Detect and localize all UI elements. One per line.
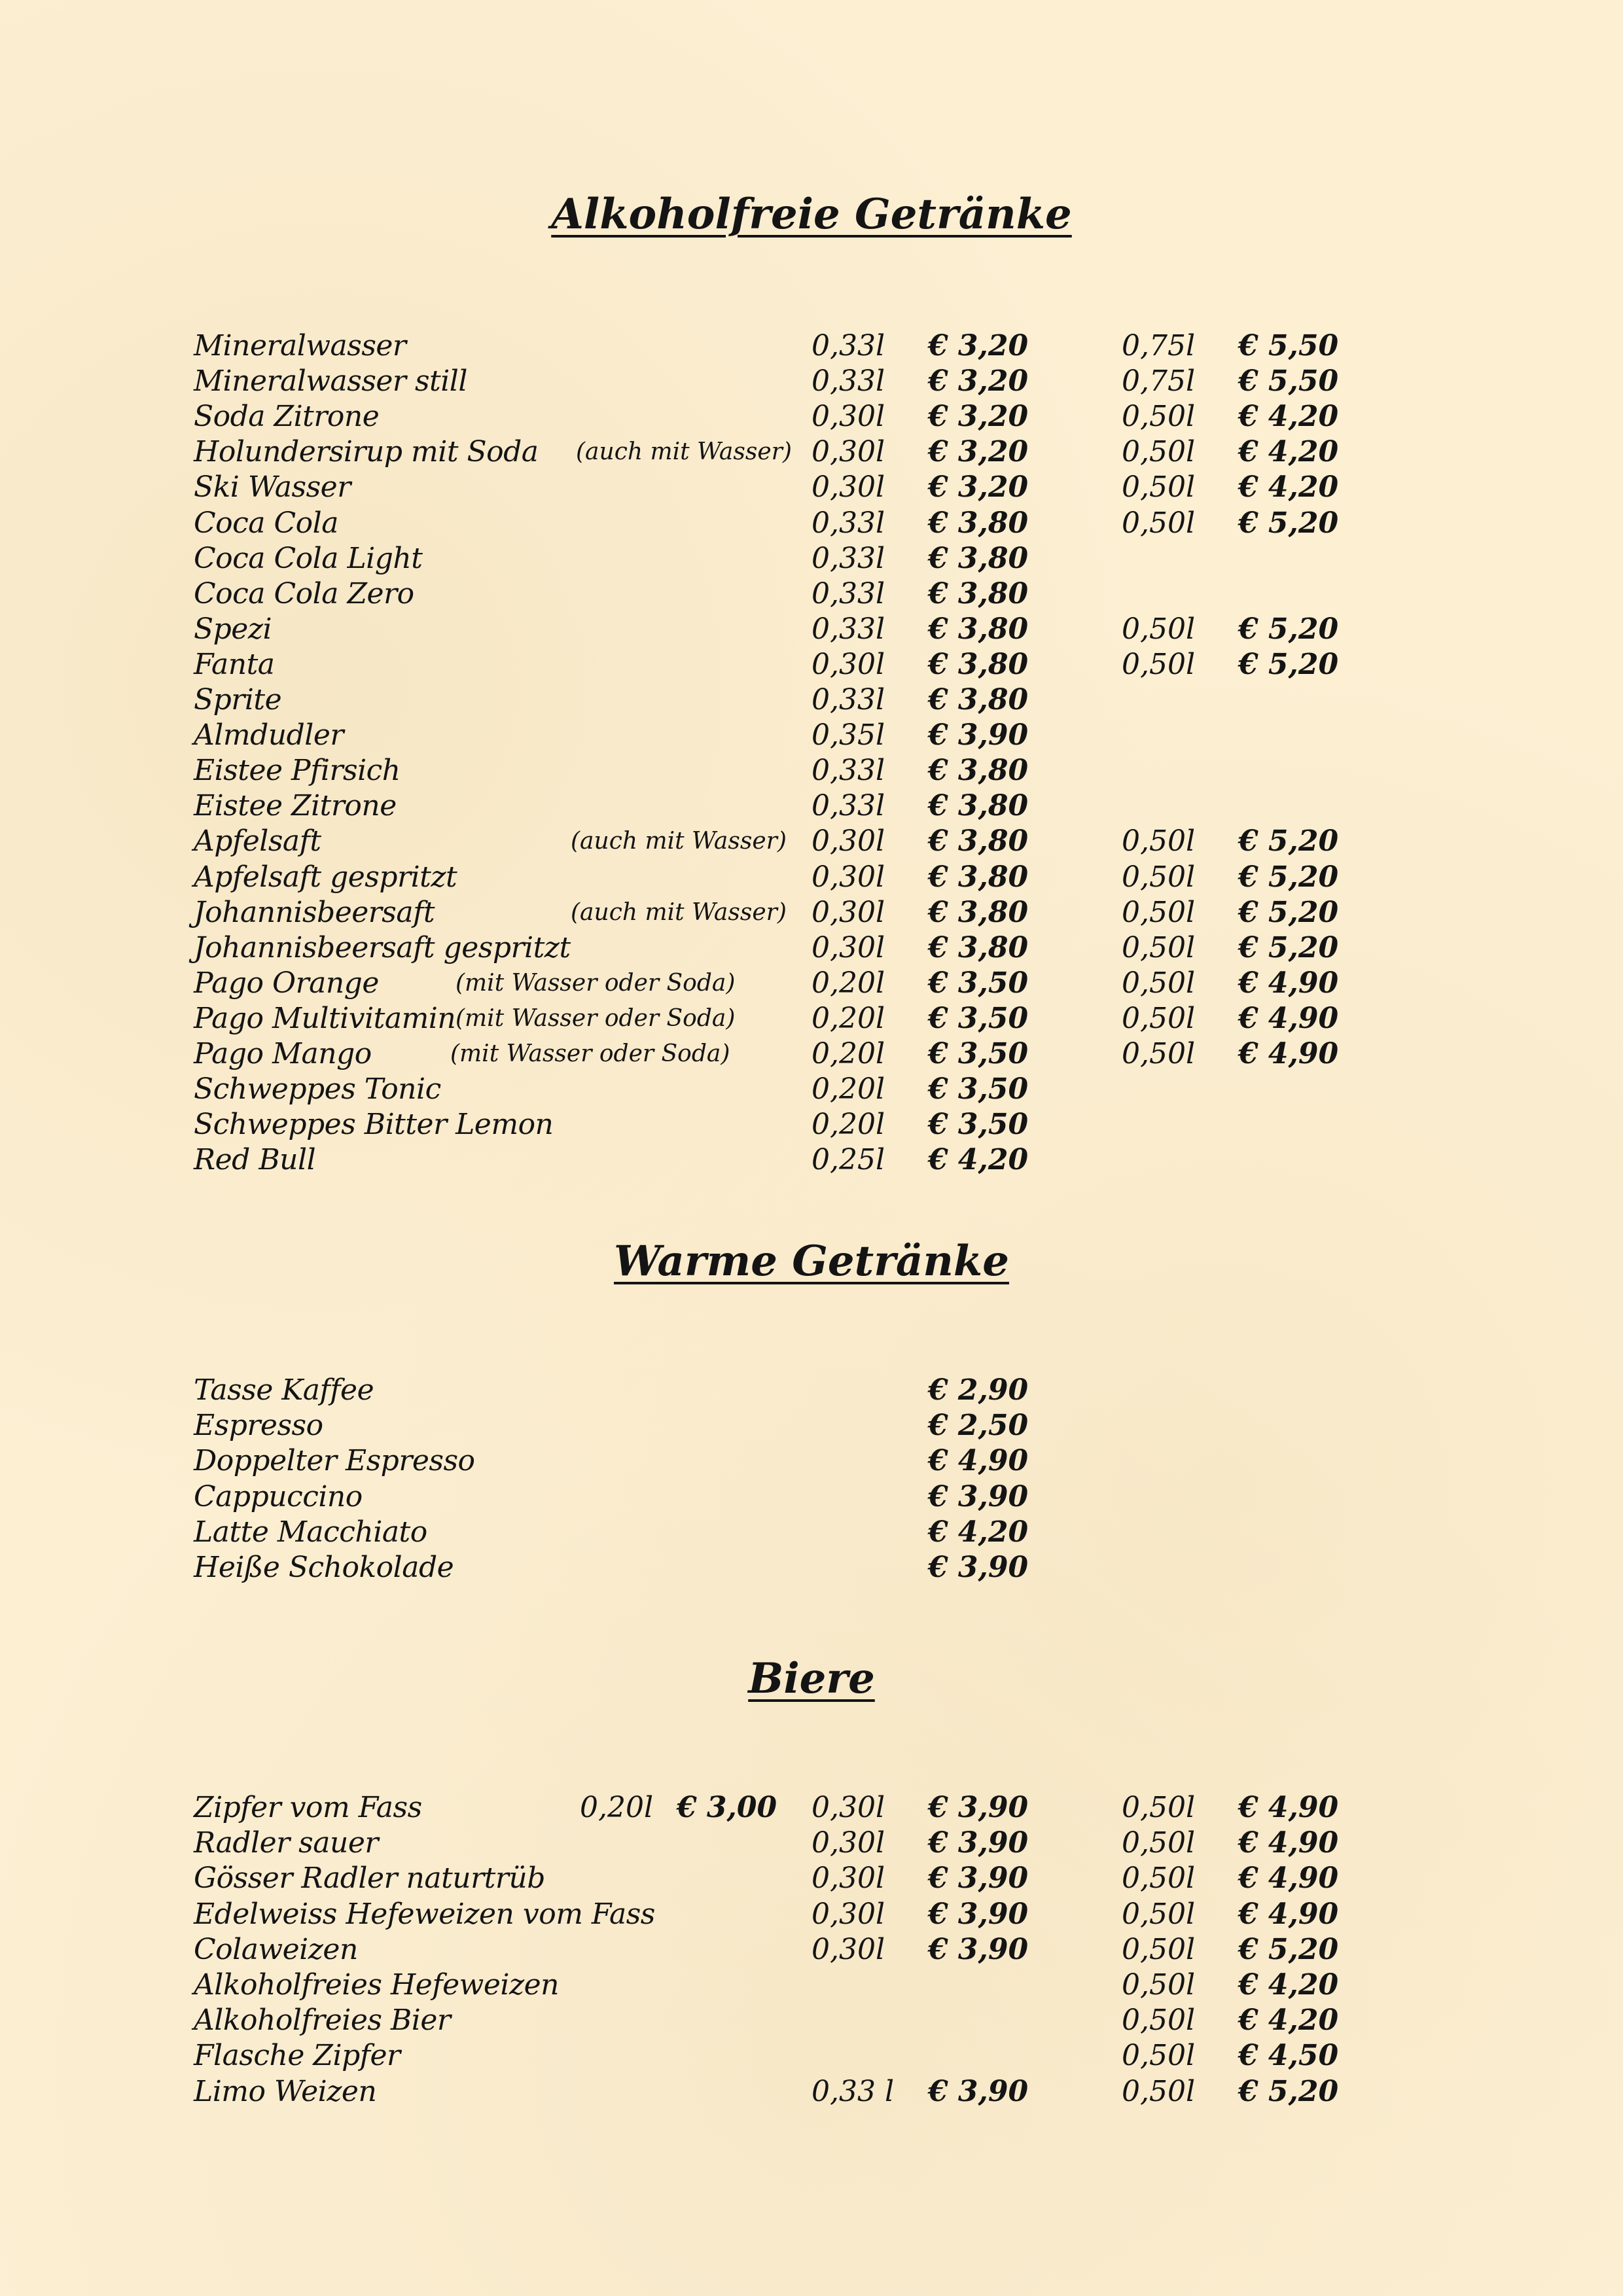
item-price-large: € 5,20	[1238, 860, 1339, 894]
item-volume-large: 0,50l	[1122, 1898, 1196, 1931]
item-name: Tasse Kaffee	[194, 1373, 374, 1407]
item-volume-large: 0,50l	[1122, 966, 1196, 1000]
item-price: € 3,80	[928, 577, 1029, 610]
item-volume: 0,33l	[812, 612, 885, 646]
item-name: Doppelter Espresso	[194, 1444, 475, 1477]
item-price: € 3,90	[928, 1791, 1029, 1824]
item-name: Eistee Zitrone	[194, 789, 397, 822]
item-name: Fanta	[194, 648, 275, 681]
menu-row	[0, 2003, 1623, 2038]
item-volume: 0,30l	[812, 435, 885, 468]
item-volume-large: 0,75l	[1122, 329, 1196, 362]
item-volume-large: 0,50l	[1122, 2075, 1196, 2108]
menu-row	[0, 470, 1623, 505]
item-volume-large: 0,50l	[1122, 435, 1196, 468]
item-price: € 3,50	[928, 966, 1029, 1000]
item-name: Heiße Schokolade	[194, 1551, 454, 1584]
item-name: Mineralwasser still	[194, 364, 467, 398]
item-volume: 0,33l	[812, 506, 885, 540]
item-volume: 0,30l	[812, 860, 885, 894]
item-volume-large: 0,50l	[1122, 1002, 1196, 1035]
item-volume: 0,30l	[812, 470, 885, 504]
item-name: Eistee Pfirsich	[194, 754, 401, 787]
section-heading: Biere	[748, 1654, 875, 1703]
menu-row	[0, 1072, 1623, 1107]
item-name: Coca Cola Light	[194, 542, 423, 575]
item-name: Coca Cola	[194, 506, 338, 540]
item-price-large: € 4,20	[1238, 470, 1339, 504]
item-price: € 3,50	[928, 1002, 1029, 1035]
item-price: € 3,50	[928, 1037, 1029, 1070]
item-volume: 0,33l	[812, 542, 885, 575]
item-price: € 4,90	[928, 1444, 1029, 1477]
menu-row	[0, 824, 1623, 859]
menu-row	[0, 966, 1623, 1001]
item-price-large: € 4,90	[1238, 1826, 1339, 1860]
menu-row	[0, 788, 1623, 824]
item-volume: 0,33l	[812, 577, 885, 610]
menu-row	[0, 753, 1623, 788]
item-volume: 0,25l	[812, 1143, 885, 1176]
item-price: € 3,20	[928, 329, 1029, 362]
item-price: € 4,20	[928, 1515, 1029, 1549]
item-volume: 0,33l	[812, 789, 885, 822]
menu-row	[0, 1036, 1623, 1072]
item-price: € 3,80	[928, 824, 1029, 858]
item-price-large: € 4,90	[1238, 1037, 1339, 1070]
item-price-large: € 5,20	[1238, 931, 1339, 964]
menu-row	[0, 647, 1623, 682]
item-name: Colaweizen	[194, 1933, 358, 1966]
item-price-small: € 3,00	[677, 1791, 777, 1824]
menu-row	[0, 364, 1623, 399]
item-name: Almdudler	[194, 718, 344, 752]
item-name: Alkoholfreies Hefeweizen	[194, 1968, 560, 2002]
item-volume: 0,30l	[812, 1862, 885, 1895]
item-name: Coca Cola Zero	[194, 577, 414, 610]
item-name: Edelweiss Hefeweizen vom Fass	[194, 1898, 655, 1931]
item-volume: 0,30l	[812, 1933, 885, 1966]
item-price-large: € 4,20	[1238, 400, 1339, 433]
item-price: € 3,20	[928, 364, 1029, 398]
item-price: € 3,80	[928, 896, 1029, 929]
item-volume: 0,30l	[812, 400, 885, 433]
item-price: € 3,20	[928, 470, 1029, 504]
item-volume: 0,33l	[812, 329, 885, 362]
menu-row	[0, 1790, 1623, 1826]
item-note: (auch mit Wasser)	[571, 828, 787, 855]
item-name: Sprite	[194, 683, 282, 716]
item-volume: 0,33l	[812, 364, 885, 398]
item-note: (mit Wasser oder Soda)	[455, 1005, 736, 1032]
item-volume-large: 0,50l	[1122, 506, 1196, 540]
item-price-large: € 4,90	[1238, 1791, 1339, 1824]
item-name: Johannisbeersaft	[194, 896, 435, 929]
item-volume-large: 0,50l	[1122, 1862, 1196, 1895]
item-price: € 3,90	[928, 1933, 1029, 1966]
item-price-large: € 5,20	[1238, 612, 1339, 646]
item-price-large: € 4,90	[1238, 1002, 1339, 1035]
menu-row	[0, 1142, 1623, 1178]
item-volume-small: 0,20l	[580, 1791, 654, 1824]
item-name: Johannisbeersaft gespritzt	[194, 931, 571, 964]
menu-row	[0, 930, 1623, 966]
item-volume: 0,20l	[812, 966, 885, 1000]
menu-row	[0, 1408, 1623, 1443]
item-volume-large: 0,50l	[1122, 1791, 1196, 1824]
section-heading: Alkoholfreie Getränke	[551, 190, 1072, 239]
item-note: (mit Wasser oder Soda)	[450, 1040, 730, 1067]
item-volume: 0,35l	[812, 718, 885, 752]
item-volume: 0,30l	[812, 824, 885, 858]
menu-row	[0, 1861, 1623, 1896]
item-name: Espresso	[194, 1409, 323, 1442]
item-name: Limo Weizen	[194, 2075, 377, 2108]
item-price: € 3,90	[928, 1898, 1029, 1931]
item-name: Latte Macchiato	[194, 1515, 427, 1549]
menu-row	[0, 541, 1623, 576]
item-price-large: € 4,90	[1238, 1898, 1339, 1931]
item-volume: 0,30l	[812, 1826, 885, 1860]
item-price: € 3,90	[928, 718, 1029, 752]
item-volume: 0,30l	[812, 1898, 885, 1931]
item-name: Pago Orange	[194, 966, 379, 1000]
item-name: Alkoholfreies Bier	[194, 2004, 451, 2037]
item-price-large: € 5,20	[1238, 506, 1339, 540]
item-volume-large: 0,50l	[1122, 1968, 1196, 2002]
item-volume-large: 0,50l	[1122, 896, 1196, 929]
menu-row	[0, 1107, 1623, 1142]
item-name: Apfelsaft	[194, 824, 321, 858]
item-price: € 3,80	[928, 789, 1029, 822]
menu-row	[0, 718, 1623, 753]
item-price: € 3,90	[928, 1480, 1029, 1513]
item-volume-large: 0,50l	[1122, 1933, 1196, 1966]
item-name: Schweppes Tonic	[194, 1072, 441, 1106]
item-price: € 2,90	[928, 1373, 1029, 1407]
item-volume: 0,30l	[812, 648, 885, 681]
item-price: € 4,20	[928, 1143, 1029, 1176]
item-name: Cappuccino	[194, 1480, 363, 1513]
item-volume: 0,30l	[812, 931, 885, 964]
item-price: € 3,90	[928, 1862, 1029, 1895]
item-volume: 0,33l	[812, 683, 885, 716]
item-volume: 0,20l	[812, 1108, 885, 1141]
menu-row	[0, 895, 1623, 930]
menu-row	[0, 1826, 1623, 1861]
item-price: € 2,50	[928, 1409, 1029, 1442]
menu-row	[0, 860, 1623, 895]
item-volume-large: 0,50l	[1122, 824, 1196, 858]
item-price: € 3,90	[928, 2075, 1029, 2108]
item-price-large: € 5,20	[1238, 2075, 1339, 2108]
item-price: € 3,80	[928, 542, 1029, 575]
item-price: € 3,80	[928, 754, 1029, 787]
item-price-large: € 5,20	[1238, 896, 1339, 929]
item-name: Spezi	[194, 612, 272, 646]
menu-row	[0, 1373, 1623, 1408]
item-name: Red Bull	[194, 1143, 316, 1176]
item-price: € 3,50	[928, 1108, 1029, 1141]
menu-row	[0, 612, 1623, 647]
item-name: Schweppes Bitter Lemon	[194, 1108, 554, 1141]
item-price-large: € 4,50	[1238, 2039, 1339, 2072]
menu-row	[0, 1001, 1623, 1036]
menu-row	[0, 506, 1623, 541]
menu-row	[0, 1932, 1623, 1968]
item-note: (mit Wasser oder Soda)	[455, 970, 736, 997]
item-price: € 3,20	[928, 435, 1029, 468]
item-price-large: € 5,50	[1238, 329, 1339, 362]
item-volume-large: 0,50l	[1122, 400, 1196, 433]
item-price: € 3,80	[928, 506, 1029, 540]
item-price-large: € 4,90	[1238, 966, 1339, 1000]
menu-row	[0, 1968, 1623, 2003]
item-price-large: € 5,20	[1238, 824, 1339, 858]
item-note: (auch mit Wasser)	[571, 899, 787, 926]
item-volume-large: 0,50l	[1122, 612, 1196, 646]
menu-row	[0, 682, 1623, 718]
item-price: € 3,20	[928, 400, 1029, 433]
item-price-large: € 5,20	[1238, 648, 1339, 681]
item-volume-large: 0,50l	[1122, 2004, 1196, 2037]
item-price-large: € 5,50	[1238, 364, 1339, 398]
item-name: Soda Zitrone	[194, 400, 380, 433]
item-name: Ski Wasser	[194, 470, 351, 504]
item-name: Gösser Radler naturtrüb	[194, 1862, 545, 1895]
item-name: Pago Mango	[194, 1037, 372, 1070]
item-name: Radler sauer	[194, 1826, 378, 1860]
menu-row	[0, 1897, 1623, 1932]
item-volume: 0,20l	[812, 1002, 885, 1035]
item-name: Flasche Zipfer	[194, 2039, 401, 2072]
item-name: Holundersirup mit Soda	[194, 435, 539, 468]
item-price-large: € 4,20	[1238, 1968, 1339, 2002]
item-name: Zipfer vom Fass	[194, 1791, 422, 1824]
item-volume: 0,33l	[812, 754, 885, 787]
item-price: € 3,90	[928, 1826, 1029, 1860]
item-volume: 0,20l	[812, 1037, 885, 1070]
item-volume: 0,20l	[812, 1072, 885, 1106]
item-name: Apfelsaft gespritzt	[194, 860, 457, 894]
item-price: € 3,80	[928, 860, 1029, 894]
menu-row	[0, 1479, 1623, 1515]
menu-row	[0, 576, 1623, 612]
item-price: € 3,90	[928, 1551, 1029, 1584]
item-price-large: € 4,90	[1238, 1862, 1339, 1895]
item-name: Mineralwasser	[194, 329, 406, 362]
item-volume-large: 0,50l	[1122, 648, 1196, 681]
menu-row	[0, 2038, 1623, 2074]
item-volume-large: 0,50l	[1122, 470, 1196, 504]
item-note: (auch mit Wasser)	[576, 438, 792, 465]
menu-row	[0, 1550, 1623, 1585]
item-volume-large: 0,50l	[1122, 931, 1196, 964]
item-volume-large: 0,50l	[1122, 860, 1196, 894]
item-price-large: € 5,20	[1238, 1933, 1339, 1966]
item-price: € 3,80	[928, 612, 1029, 646]
item-volume: 0,30l	[812, 896, 885, 929]
item-volume-large: 0,75l	[1122, 364, 1196, 398]
item-volume-large: 0,50l	[1122, 1826, 1196, 1860]
item-volume-large: 0,50l	[1122, 2039, 1196, 2072]
menu-row	[0, 434, 1623, 470]
item-price-large: € 4,20	[1238, 2004, 1339, 2037]
menu-row	[0, 1515, 1623, 1550]
section-heading: Warme Getränke	[614, 1237, 1009, 1286]
item-volume: 0,33 l	[812, 2075, 895, 2108]
menu-row	[0, 399, 1623, 434]
item-name: Pago Multivitamin	[194, 1002, 456, 1035]
item-price: € 3,80	[928, 931, 1029, 964]
item-volume-large: 0,50l	[1122, 1037, 1196, 1070]
item-price: € 3,80	[928, 683, 1029, 716]
item-volume: 0,30l	[812, 1791, 885, 1824]
menu-row	[0, 2074, 1623, 2110]
menu-row	[0, 328, 1623, 364]
item-price-large: € 4,20	[1238, 435, 1339, 468]
item-price: € 3,80	[928, 648, 1029, 681]
menu-row	[0, 1443, 1623, 1479]
item-price: € 3,50	[928, 1072, 1029, 1106]
